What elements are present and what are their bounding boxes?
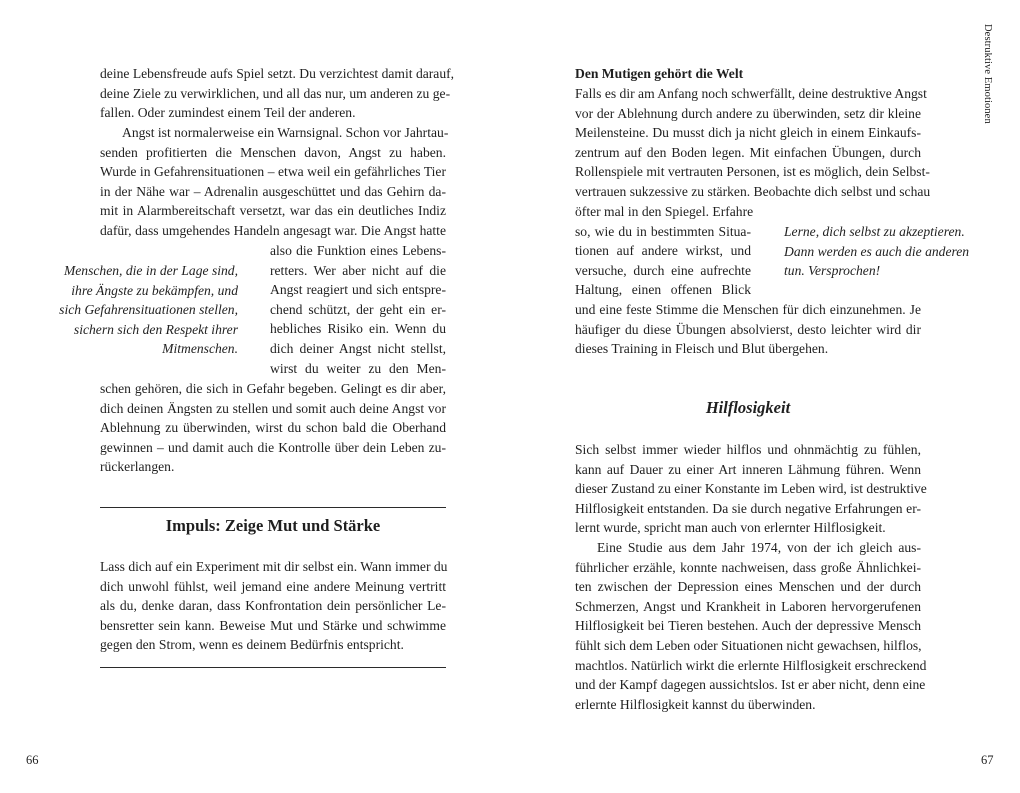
text-line: bensretter sein kann. Beweise Mut und Stärke und schwimme	[100, 617, 446, 633]
text-line: als du, denke daran, dass Konfrontation dein persönlicher Le-	[100, 598, 446, 614]
text-line: Rollenspiele mit vertrauten Personen, ist es möglich, dein Selbst-	[575, 164, 930, 180]
quote-line: Mitmenschen.	[162, 341, 238, 357]
text-line: Schmerzen, Angst und Krankheit in Laboren hervorgerufenen	[575, 598, 921, 614]
text-line: zentrum auf den Boden legen. Mit einfachen Übungen, durch	[575, 144, 921, 160]
section-title: Hilflosigkeit	[705, 398, 791, 417]
impuls-bottom-rule	[100, 667, 446, 668]
text-line: Angst ist normalerweise ein Warnsignal. Schon vor Jahrtau-	[122, 125, 449, 140]
text-line: Angst reagiert und sich entspre-	[270, 282, 446, 298]
quote-line: ihre Ängste zu bekämpfen, und	[71, 282, 238, 298]
text-line: Ablehnung zu überwinden, wirst du schon bald die Oberhand	[100, 420, 446, 436]
text-line: Meilensteine. Du musst dich ja nicht gleich in einem Einkaufs-	[575, 125, 921, 141]
page-number-left: 66	[26, 753, 39, 767]
text-line: senden profitierten die Menschen davon, Angst zu haben.	[100, 144, 446, 160]
text-line: dieser Zustand zu einer Konstante im Leben wird, ist destruktive	[575, 481, 927, 497]
text-line: fühlt sich dem Leben oder Situationen nicht gewachsen, hilflos,	[575, 638, 922, 653]
text-line: Eine Studie aus dem Jahr 1974, von der ich gleich aus-	[597, 540, 921, 555]
text-line: fallen. Oder zumindest einem Teil der anderen.	[100, 105, 356, 121]
text-line: gewinnen – und damit auch die Kontrolle über dein Leben zu-	[100, 439, 446, 455]
text-line: lernt wurde, spricht man auch von erlernter Hilflosigkeit.	[575, 520, 886, 536]
text-line: also die Funktion eines Lebens-	[270, 243, 446, 258]
quote-line: Menschen, die in der Lage sind,	[63, 263, 238, 278]
text-line: Wurde in Gefahrensituationen – etwa weil ein gefährliches Tier	[100, 164, 446, 180]
text-line: machtlos. Natürlich wirkt die erlernte Hilflosigkeit erschreckend	[575, 657, 927, 673]
text-line: häufiger du diese Übungen absolvierst, desto leichter wird dir	[575, 321, 921, 337]
quote-line: Lerne, dich selbst zu akzeptieren.	[784, 224, 965, 239]
text-line: Hilflosigkeit entstanden. Da sie durch negative Erfahrungen er-	[575, 500, 921, 516]
text-line: rückerlangen.	[100, 459, 175, 475]
text-line: ten zwischen der Depression eines Menschen und der durch	[575, 579, 921, 595]
text-line: deine Lebensfreude aufs Spiel setzt. Du verzichtest damit darauf,	[100, 66, 455, 81]
text-line: Lass dich auf ein Experiment mit dir selbst ein. Wann immer du	[100, 559, 448, 574]
quote-line: tun. Versprochen!	[784, 263, 881, 279]
running-head: Destruktive Emotionen	[982, 24, 993, 124]
text-line: deine Ziele zu verwirklichen, und all das nur, um anderen zu ge-	[100, 85, 451, 101]
text-line: in der Nähe war – Adrenalin ausgeschüttet und das Gehirn da-	[100, 183, 446, 199]
text-line: Sich selbst immer wieder hilflos und ohnmächtig zu fühlen,	[575, 442, 921, 457]
text-line: öfter mal in den Spiegel. Erfahre	[575, 204, 754, 219]
text-line: mit in Alarmbereitschaft versetzt, war das ein deutliches Indiz	[100, 203, 446, 219]
text-line: chend schützt, der geht ein er-	[270, 301, 446, 317]
quote-line: sich Gefahrensituationen stellen,	[59, 302, 238, 318]
text-line: so, wie du in bestimmten Situa-	[575, 223, 751, 239]
text-line: retters. Wer aber nicht auf die	[270, 262, 446, 278]
text-line: führlicher erzähle, konnte nachweisen, dass große Ähnlichkei-	[575, 559, 921, 575]
text-line: dich deinen Ängsten zu stellen und somit auch deine Angst vor	[100, 400, 446, 416]
text-line: kann auf Dauer zu einer Art inneren Lähmung führen. Wenn	[575, 461, 921, 477]
quote-line: Dann werden es auch die anderen	[784, 243, 970, 259]
text-line: dich deiner Angst nicht stellst,	[270, 341, 446, 356]
text-line: vor der Ablehnung durch andere zu überwinden, setz dir kleine	[575, 105, 921, 121]
text-line: Hilflosigkeit bei Tieren bestehen. Auch der depressive Mensch	[575, 618, 921, 634]
text-line: vertrauen sukzessive zu stärken. Beobachte dich selbst und schau	[575, 184, 931, 199]
text-line: versuche, durch eine aufrechte	[575, 262, 751, 278]
subheading: Den Mutigen gehört die Welt	[575, 66, 744, 81]
text-line: wirst du weiter zu den Men-	[270, 360, 446, 376]
text-line: dich unwohl fühlst, weil jemand eine andere Meinung vertritt	[100, 578, 446, 594]
text-line: dieses Training in Fleisch und Blut übergehen.	[575, 341, 829, 357]
text-line: gegen den Strom, wenn es deinem Bedürfnis entspricht.	[100, 637, 404, 653]
text-line: tionen auf andere wirkst, und	[575, 243, 751, 259]
text-line: hebliches Risiko ein. Wenn du	[270, 321, 446, 337]
text-line: erlernte Hilflosigkeit kannst du überwinden.	[575, 696, 816, 712]
text-line: schen gehören, die sich in Gefahr begeben. Gelingt es dir aber,	[100, 381, 446, 396]
text-line: Haltung, einen offenen Blick	[575, 282, 751, 298]
text-line: und der Kampf dagegen aussichtslos. Ist er aber nicht, denn eine	[575, 677, 926, 693]
text-line: und eine feste Stimme die Menschen für dich einzunehmen. Je	[575, 302, 921, 317]
impuls-top-rule	[100, 507, 446, 508]
text-line: Falls es dir am Anfang noch schwerfällt, deine destruktive Angst	[575, 86, 927, 101]
text-line: dafür, dass umgehendes Handeln angesagt war. Die Angst hatte	[100, 223, 446, 238]
page-number-right: 67	[981, 753, 994, 767]
quote-line: sichern sich den Respekt ihrer	[73, 321, 238, 337]
impuls-title: Impuls: Zeige Mut und Stärke	[165, 516, 381, 535]
